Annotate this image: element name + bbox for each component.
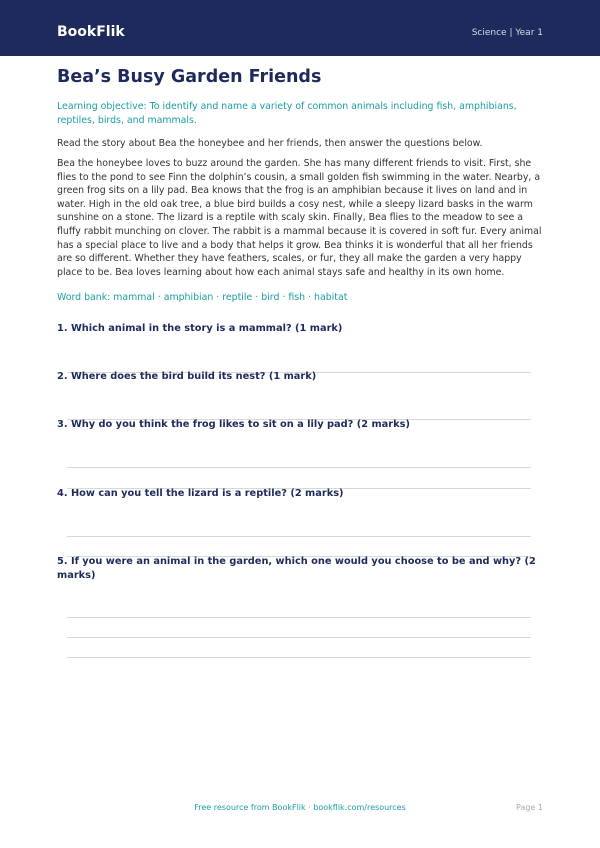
story-text: Bea the honeybee loves to buzz around the garden. She has many different friends to visit. First, she flies to the pond to see Finn the dolphin’s cousin, a small golden fish swimming in the water. Nearby, a green frog sits on a lily pad. Bea knows that the frog is an amphibian because it lives on land and in water. High in the old oak tree, a blue bird builds a cosy nest, while a sleepy lizard basks in the warm sunshine on a stone. The lizard is a reptile with scaly skin. Finally, Bea flies to the meadow to see a fluffy rabbit munching on clover. The rabbit is a mammal because it is covered in soft fur. Every animal has a special place to live and a body that helps it grow. Bea thinks it is wonderful that all her friends are so different. Whether they have feathers, scales, or fur, they all make the garden a very happy place to be. Bea loves learning about how each animal stays safe and healthy in its own home. <box>57 158 542 278</box>
answer-line[interactable] <box>67 536 531 537</box>
question-4: 4. How can you tell the lizard is a reptile? (2 marks) <box>57 488 344 499</box>
answer-line[interactable] <box>67 467 531 468</box>
page-number: Page 1 <box>516 803 543 812</box>
answer-line[interactable] <box>67 657 531 658</box>
question-3: 3. Why do you think the frog likes to sit on a lily pad? (2 marks) <box>57 419 410 430</box>
question-5: 5. If you were an animal in the garden, which one would you choose to be and why? (2 marks) <box>57 556 536 581</box>
footer-credit[interactable]: Free resource from BookFlik · bookflik.com/resources <box>194 803 406 812</box>
learning-objective: Learning objective: To identify and name a variety of common animals including fish, amphibians, reptiles, birds, and mammals. <box>57 101 517 126</box>
instructions: Read the story about Bea the honeybee and her friends, then answer the questions below. <box>57 138 483 149</box>
answer-line[interactable] <box>67 617 531 618</box>
answer-line[interactable] <box>67 637 531 638</box>
header-bar <box>0 0 600 56</box>
question-1: 1. Which animal in the story is a mammal? (1 mark) <box>57 323 343 334</box>
word-bank: Word bank: mammal · amphibian · reptile · bird · fish · habitat <box>57 292 348 303</box>
question-2: 2. Where does the bird build its nest? (1 mark) <box>57 371 317 382</box>
brand-logo: BookFlik <box>57 24 125 40</box>
subject-year-label: Science | Year 1 <box>471 28 543 38</box>
worksheet-title: Bea’s Busy Garden Friends <box>57 67 322 87</box>
